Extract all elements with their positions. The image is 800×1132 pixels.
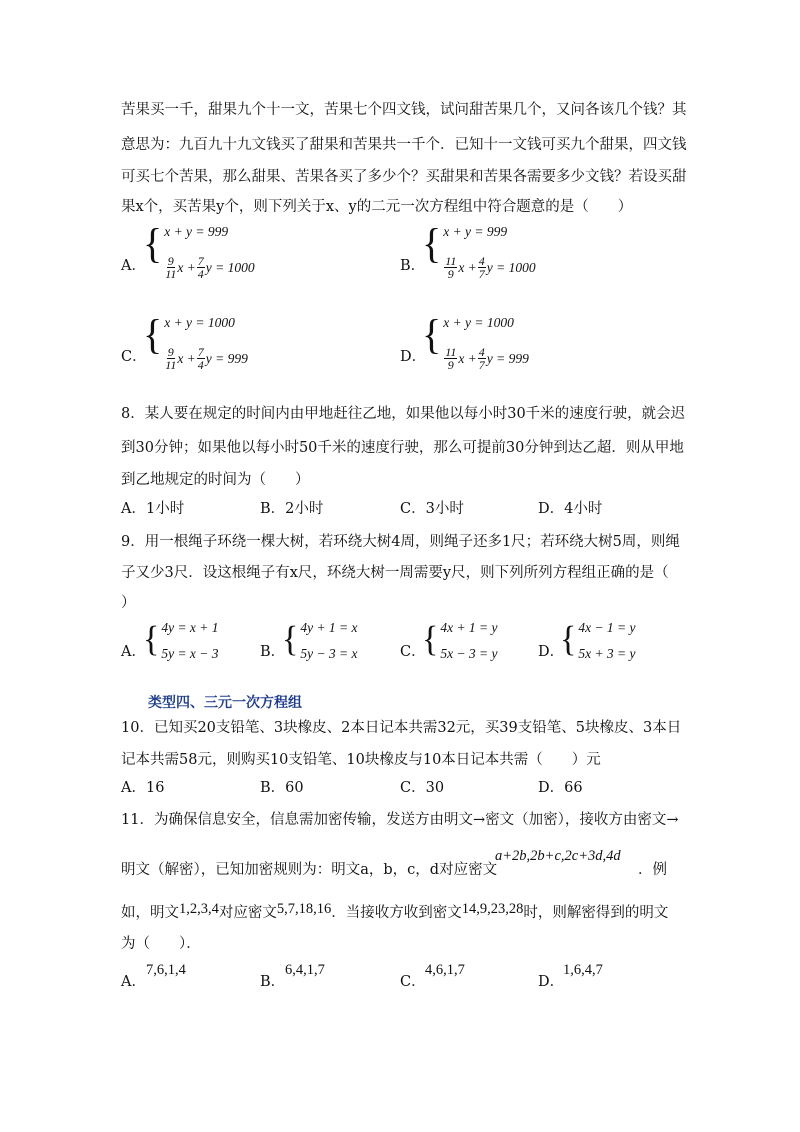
q8-option-b: B．2小时 [260, 501, 324, 517]
q11-line-2-text: 明文（解密），已知加密规则为：明文a，b，c，d对应密文 [121, 862, 498, 878]
brace-icon: { [143, 310, 163, 358]
q9-option-a-system [143, 620, 219, 662]
q8-option-d: D．4小时 [538, 501, 603, 517]
q7-a-eq1: x + y = 999 [164, 224, 229, 239]
brace-icon: { [143, 219, 163, 267]
q10-line-1: 10．已知买20支铅笔、3块橡皮、2本日记本共需32元，买39支铅笔、5块橡皮、3本日 [121, 720, 682, 736]
q11-option-c-label: C． [400, 974, 426, 990]
q9-line-2: 子又少3尺．设这根绳子有x尺，环绕大树一周需要y尺，则下列所列方程组正确的是（ [121, 565, 669, 581]
q11-line-3 [121, 903, 668, 923]
brace-icon: { [422, 620, 439, 659]
q9-option-c-label: C． [400, 644, 426, 660]
q9-option-c-system [422, 620, 498, 662]
q11-option-c-value: 4,6,1,7 [425, 962, 465, 978]
q9-c-eq2: 5x − 3 = y [440, 646, 498, 661]
q11-line-4: 为（ ）． [121, 936, 201, 952]
q9-option-b-label: B． [260, 644, 286, 660]
q11-option-a-label: A． [121, 974, 146, 990]
q7-option-a-system [143, 219, 255, 281]
q7-line-4: 果x个，买苦果y个，则下列关于x、y的二元一次方程组中符合题意的是（ ） [121, 199, 633, 215]
q9-line-3: ） [121, 595, 136, 611]
q10-option-b: B．60 [260, 780, 304, 796]
q9-c-eq1: 4x + 1 = y [440, 620, 498, 635]
q11-line-3-c: ．当接收方收到密文 [331, 905, 462, 921]
q7-option-c-label: C． [121, 349, 147, 365]
q11-line-3-b: 对应密文 [218, 905, 277, 921]
q10-option-d: D．66 [538, 780, 583, 796]
q7-option-b-label: B． [400, 258, 426, 274]
q8-line-2: 到30分钟；如果他以每小时50千米的速度行驶，那么可提前30分钟到达乙超．则从甲地 [121, 440, 684, 456]
q7-option-d-label: D． [400, 349, 427, 365]
q9-d-eq2: 5x + 3 = y [578, 646, 636, 661]
q9-option-d-label: D． [538, 644, 565, 660]
q10-option-c: C．30 [400, 780, 445, 796]
q9-a-eq1: 4y = x + 1 [161, 620, 219, 635]
q7-a-eq2: $\frac{9}{11}$ x + $\frac{7}{4}$ y = 1000 [165, 254, 255, 281]
q8-line-3: 到乙地规定的时间为（ ） [121, 472, 310, 488]
q11-line-2-end: ．例 [638, 862, 667, 878]
q7-d-eq1: x + y = 1000 [443, 315, 514, 330]
q11-line-3-d: 时，则解密得到的明文 [523, 905, 669, 921]
q7-b-eq2: $\frac{11}{9}$ x + $\frac{4}{7}$ y = 1000 [445, 254, 536, 281]
q11-line-2 [121, 860, 497, 880]
q11-cipher-formula: a+2b,2b+c,2c+3d,4d [495, 848, 621, 864]
brace-icon: { [143, 620, 160, 659]
q7-line-2: 意思为：九百九十九文钱买了甜果和苦果共一千个．已知十一文钱可买九个甜果，四文钱 [121, 137, 687, 153]
section-heading: 类型四、三元一次方程组 [148, 695, 302, 711]
q7-b-eq1: x + y = 999 [443, 224, 508, 239]
q7-c-eq1: x + y = 1000 [164, 315, 235, 330]
q9-b-eq2: 5y − 3 = x [300, 646, 358, 661]
q7-line-3: 可买七个苦果，那么甜果、苦果各买了多少个？买甜果和苦果各需要多少文钱？若设买甜 [121, 169, 687, 185]
brace-icon: { [282, 620, 299, 659]
q9-b-eq1: 4y + 1 = x [300, 620, 358, 635]
q8-line-1: 8．某人要在规定的时间内由甲地赶往乙地，如果他以每小时30千米的速度行驶，就会迟 [121, 406, 686, 422]
q11-option-d-value: 1,6,4,7 [563, 962, 603, 978]
q11-line-1: 11．为确保信息安全，信息需加密传输，发送方由明文→密文（加密），接收方由密文→ [121, 812, 679, 828]
q10-option-a: A．16 [121, 780, 165, 796]
q9-d-eq1: 4x − 1 = y [578, 620, 636, 635]
q9-option-a-label: A． [121, 644, 146, 660]
q10-line-2: 记本共需58元，则购买10支铅笔、10块橡皮与10本日记本共需（ ）元 [121, 752, 601, 768]
brace-icon: { [422, 310, 442, 358]
q8-option-a: A．1小时 [121, 501, 185, 517]
q7-option-d-system [422, 310, 529, 372]
q11-plain-example: 1,2,3,4 [179, 901, 219, 917]
q9-option-d-system [560, 620, 636, 662]
q11-option-a-value: 7,6,1,4 [146, 962, 186, 978]
brace-icon: { [422, 219, 442, 267]
q11-option-b-value: 6,4,1,7 [285, 962, 325, 978]
q7-option-b-system [422, 219, 536, 281]
q11-option-d-label: D． [538, 974, 565, 990]
q9-option-b-system [282, 620, 358, 662]
q7-c-eq2: $\frac{9}{11}$ x + $\frac{7}{4}$ y = 999 [165, 345, 248, 372]
q8-option-c: C．3小时 [400, 501, 464, 517]
q11-cipher-example: 5,7,18,16 [276, 901, 332, 917]
q9-a-eq2: 5y = x − 3 [161, 646, 219, 661]
q9-line-1: 9．用一根绳子环绕一棵大树，若环绕大树4周，则绳子还多1尺；若环绕大树5周，则绳 [121, 534, 680, 550]
q7-d-eq2: $\frac{11}{9}$ x + $\frac{4}{7}$ y = 999 [445, 345, 529, 372]
q7-option-a-label: A． [121, 258, 146, 274]
q11-line-3-a: 如，明文 [121, 905, 179, 921]
q11-cipher-received: 14,9,23,28 [461, 901, 524, 917]
q11-option-b-label: B． [260, 974, 286, 990]
q7-option-c-system [143, 310, 248, 372]
q7-line-1: 苦果买一千，甜果九个十一文，苦果七个四文钱，试问甜苦果几个，又问各该几个钱？其 [121, 102, 687, 118]
brace-icon: { [560, 620, 577, 659]
